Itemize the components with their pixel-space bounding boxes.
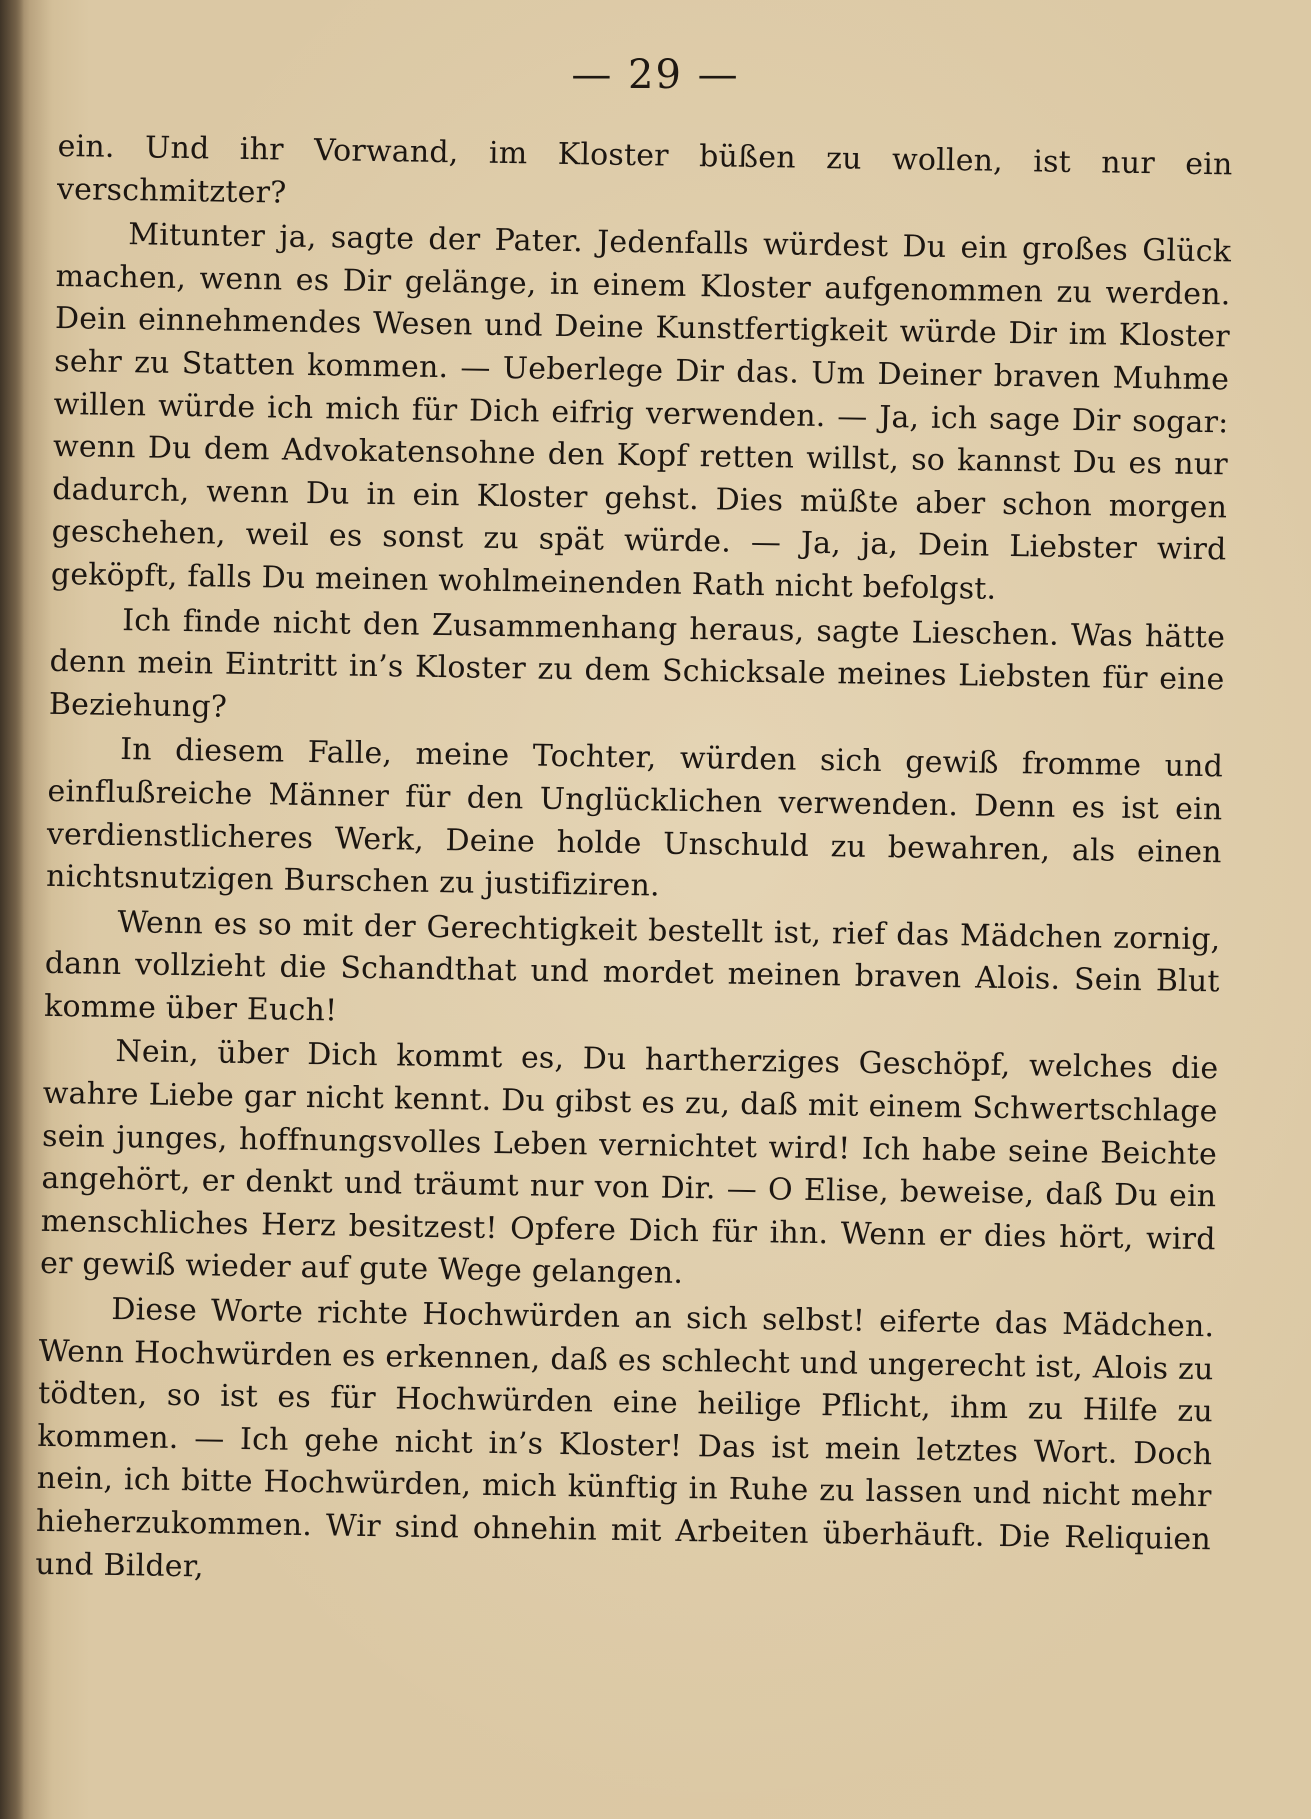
paragraph-2: Mitunter ja, sagte der Pater. Jedenfalls würdest Du ein großes Glück machen, wenn es Dir gelänge, in einem Kloster aufgenommen zu werden. Dein einnehmendes Wesen und Deine Kunstfertigkeit würde Dir im Kloster sehr zu Statten kommen. — Ueberlege Dir das. Um Deiner braven Muhme willen würde ich mich für Dich eifrig verwenden. — Ja, ich sage Dir sogar: wenn Du dem Advokatensohne den Kopf retten willst, so kannst Du es nur dadurch, wenn Du in ein Kloster gehst. Dies müßte aber schon morgen geschehen, weil es sonst zu spät würde. — Ja, ja, Dein Liebster wird geköpft, falls Du meinen wohlmeinenden Rath nicht befolgst. xyxy=(50,217,1232,607)
paragraph-7: Diese Worte richte Hochwürden an sich selbst! eiferte das Mädchen. Wenn Hochwürden es erkennen, daß es schlecht und ungerecht ist, Alois zu tödten, so ist es für Hochwürden eine heilige Pflicht, ihm zu Hilfe zu kommen. — Ich gehe nicht in’s Kloster! Das ist mein letztes Wort. Doch nein, ich bitte Hochwürden, mich künftig in Ruhe zu lassen und nicht mehr hieherzukommen. Wir sind ohnehin mit Arbeiten überhäuft. Die Reliquien und Bilder, xyxy=(35,1292,1215,1585)
paragraph-1: ein. Und ihr Vorwand, im Kloster büßen zu wollen, ist nur ein verschmitzter? xyxy=(56,128,1233,211)
paragraph-5: Wenn es so mit der Gerechtigkeit bestellt ist, rief das Mädchen zornig, dann vollzieht die Schandthat und mordet meinen braven Alois. Sein Blut komme über Euch! xyxy=(43,904,1221,1029)
book-spine-shadow xyxy=(0,0,24,1819)
paragraph-6: Nein, über Dich kommt es, Du hartherziges Geschöpf, welches die wahre Liebe gar nicht kennt. Du gibst es zu, daß mit einem Schwertschlage sein junges, hoffnungsvolles Leben vernichtet wird! Ich habe seine Beichte angehört, er denkt und träumt nur von Dir. — O Elise, beweise, daß Du ein menschliches Herz besitzest! Opfere Dich für ihn. Wenn er dies hört, wird er gewiß wieder auf gute Wege gelangen. xyxy=(39,1034,1219,1292)
paragraph-3: Ich finde nicht den Zusammenhang heraus, sagte Lieschen. Was hätte denn mein Eintritt in’s Kloster zu dem Schicksale meines Liebsten für eine Beziehung? xyxy=(48,602,1226,725)
paragraph-4: In diesem Falle, meine Tochter, würden sich gewiß fromme und einflußreiche Männer für den Unglücklichen verwenden. Denn es ist ein verdienstlicheres Werk, Deine holde Unschuld zu bewahren, als einen nichtsnutzigen Burschen zu justifiziren. xyxy=(45,732,1224,904)
page-number: — 29 — xyxy=(571,52,740,98)
body-text xyxy=(35,126,1233,1606)
